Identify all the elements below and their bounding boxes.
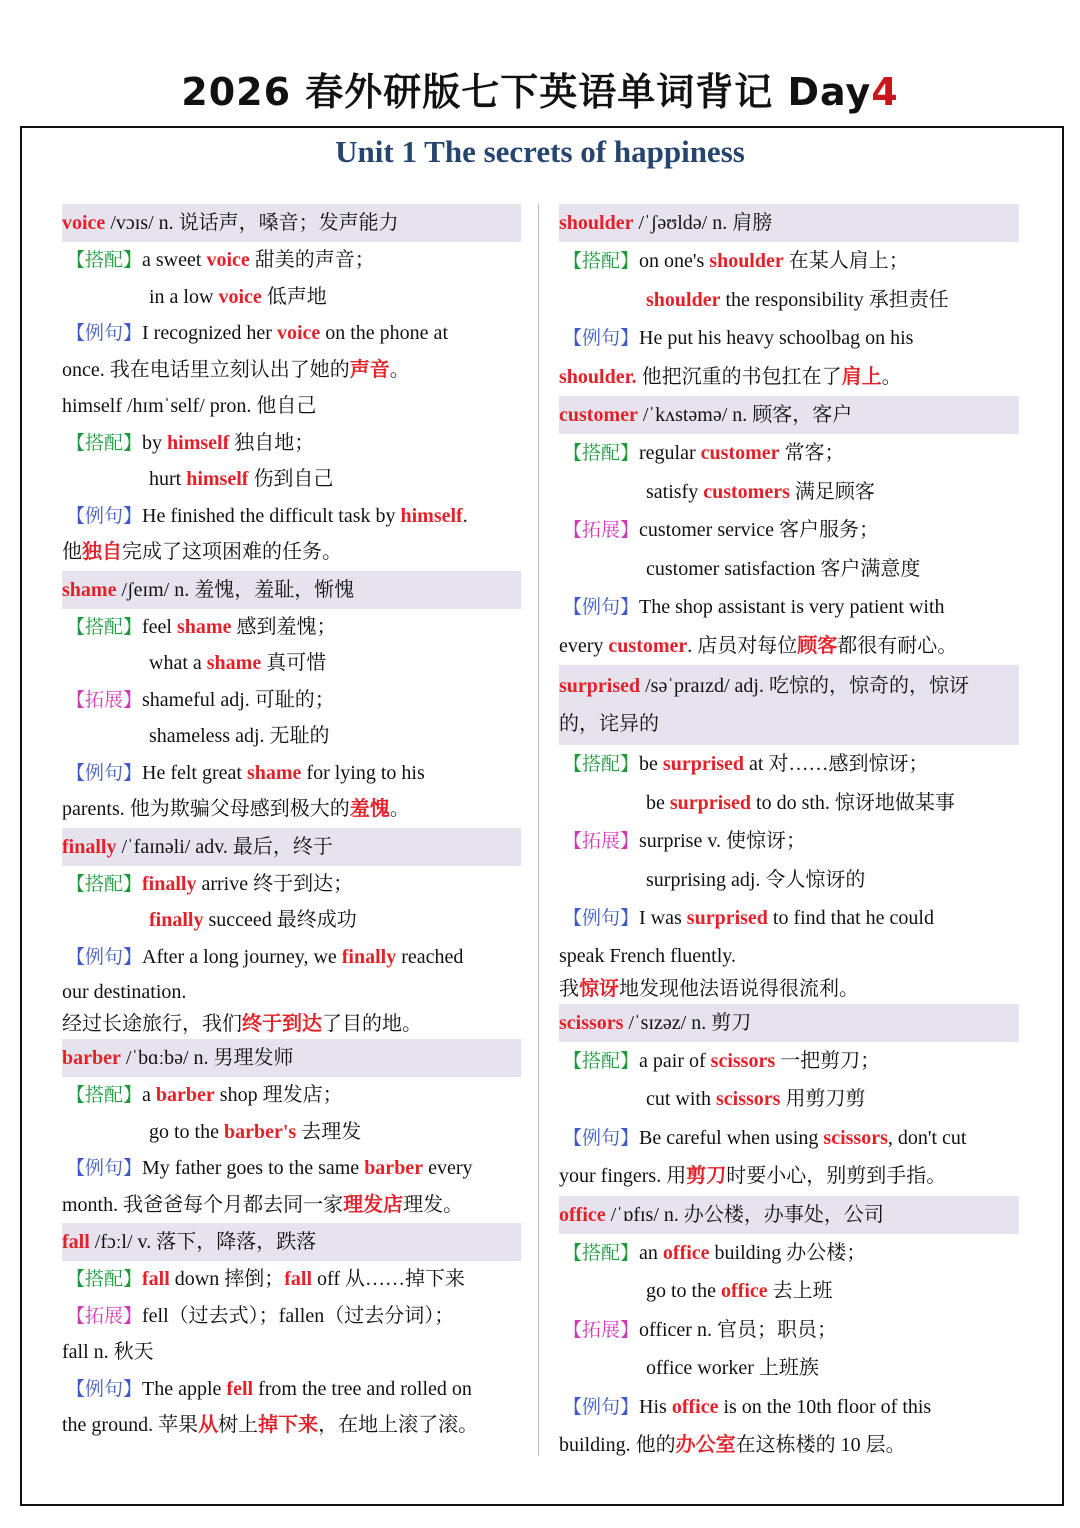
highlight: scissors [710, 1049, 776, 1072]
text: off 从……掉下来 [312, 1268, 465, 1290]
text: I was [639, 907, 687, 929]
text: shop 理发店； [214, 1084, 343, 1106]
collocation-line [62, 866, 521, 903]
text: at 对……感到惊讶； [744, 753, 929, 775]
example-tag: 【例句】 [66, 504, 143, 527]
highlight: 理发店 [343, 1193, 404, 1216]
entry-voice [62, 204, 521, 388]
highlight: customers [703, 480, 790, 503]
highlight: 独自 [82, 541, 122, 563]
highlight: surprised [686, 907, 768, 929]
headword-definition: /ˈɒfɪs/ n. 办公楼，办事处，公司 [605, 1203, 884, 1226]
text: fell（过去式）；fallen（过去分词）； [142, 1304, 455, 1327]
text: the ground. 苹果 [62, 1414, 199, 1436]
example-tag: 【例句】 [563, 1126, 640, 1149]
text: The apple [142, 1377, 227, 1400]
text: hurt [149, 468, 187, 490]
text: every [559, 634, 609, 657]
highlight: shoulder [709, 250, 784, 272]
highlight: shoulder [646, 288, 721, 311]
highlight: scissors [823, 1126, 888, 1149]
collocation-line [62, 1077, 521, 1114]
text: 去理发 [296, 1120, 362, 1143]
example-tag: 【例句】 [66, 945, 143, 968]
text: 了目的地。 [322, 1013, 422, 1035]
highlight: 终于到达 [242, 1013, 322, 1035]
example-line [62, 315, 521, 352]
text: customer service 客户服务； [639, 519, 879, 541]
text: arrive 终于到达； [196, 872, 354, 895]
extension-line [62, 718, 521, 755]
text: to do sth. 惊讶地做某事 [751, 791, 955, 814]
example-line [559, 319, 1019, 358]
entry-finally [62, 828, 521, 1040]
text: cut with [646, 1088, 716, 1110]
text: parents. 他为欺骗父母感到极大的 [62, 798, 350, 820]
headword: barber [62, 1047, 121, 1069]
example-line [559, 1426, 1019, 1465]
collocation-tag: 【搭配】 [563, 753, 640, 775]
headword: shame [62, 578, 117, 601]
headword-definition: /ˈfaɪnəli/ adv. 最后，终于 [116, 835, 333, 858]
text: go to the [149, 1120, 224, 1143]
headword-definition: /fɔːl/ v. 落下，降落，跌落 [89, 1231, 317, 1253]
headword-row [62, 828, 521, 866]
text: go to the [646, 1280, 721, 1302]
collocation-line [559, 784, 1019, 823]
headword: himself /hɪmˈself/ pron. 他自己 [62, 395, 317, 417]
highlight: 顾客 [797, 634, 838, 657]
collocation-line [559, 745, 1019, 784]
extension-line [559, 511, 1019, 550]
text: speak French fluently. [559, 944, 736, 967]
highlight: office [662, 1241, 710, 1264]
headword: office [559, 1203, 606, 1226]
text: your fingers. 用 [559, 1165, 687, 1187]
collocation-line [559, 1272, 1019, 1311]
text: surprise v. 使惊讶； [639, 830, 807, 852]
text: 。 [881, 365, 902, 388]
highlight: finally [341, 945, 397, 968]
text: be [639, 753, 663, 775]
text: 独自地； [229, 431, 315, 454]
example-tag: 【例句】 [563, 596, 640, 618]
text: regular [639, 442, 701, 464]
highlight: voice [276, 322, 321, 344]
headword: voice [62, 212, 106, 234]
entry-surprised [559, 665, 1019, 1004]
highlight: himself [400, 504, 463, 527]
example-line [62, 939, 521, 976]
highlight: fall [284, 1268, 313, 1290]
extension-line [559, 1349, 1019, 1388]
example-line [62, 534, 521, 571]
text: surprising adj. 令人惊讶的 [646, 868, 866, 891]
unit-title: Unit 1 The secrets of happiness [335, 134, 745, 169]
collocation-tag: 【搭配】 [563, 1049, 640, 1072]
collocation-line [62, 242, 521, 279]
example-line [559, 1388, 1019, 1427]
headword-row [559, 1004, 1019, 1042]
text: He felt great [142, 761, 247, 784]
example-line [62, 755, 521, 792]
text: 他把沉重的书包扛在了 [636, 365, 842, 388]
example-line [62, 1009, 521, 1039]
title-day-number: 4 [871, 70, 899, 114]
entry-customer [559, 396, 1019, 665]
page-title [0, 66, 1080, 118]
text: ，在地上滚了滚。 [318, 1414, 479, 1436]
collocation-line [62, 609, 521, 646]
entry-himself [62, 388, 521, 571]
text: He put his heavy schoolbag on his [639, 327, 914, 349]
highlight: finally [142, 872, 197, 895]
text: 低声地 [261, 285, 327, 308]
headword-row [62, 1223, 521, 1261]
text: After a long journey, we [142, 945, 342, 968]
headword-row [559, 396, 1019, 434]
collocation-line [559, 281, 1019, 320]
highlight: 声音 [349, 358, 390, 381]
example-line [62, 1407, 521, 1444]
headword-definition: /ˈsɪzəz/ n. 剪刀 [623, 1011, 752, 1034]
text: by [142, 431, 168, 454]
text: down 摔倒； [169, 1268, 285, 1290]
extension-tag: 【拓展】 [66, 688, 143, 711]
text: 完成了这项困难的任务。 [122, 541, 342, 563]
entry-barber [62, 1039, 521, 1223]
extension-line [559, 861, 1019, 900]
highlight: 办公室 [675, 1434, 736, 1456]
highlight: 剪刀 [686, 1165, 727, 1187]
extension-line [559, 550, 1019, 589]
example-line [62, 1187, 521, 1224]
highlight: himself [167, 431, 230, 454]
extension-line [559, 822, 1019, 861]
text: 在这栋楼的 10 层。 [735, 1434, 906, 1456]
extension-line [62, 1334, 521, 1371]
headword-definition-cont: 的，诧异的 [559, 713, 659, 735]
headword-row [559, 665, 1019, 745]
headword-definition: /ˈkʌstəmə/ n. 顾客，客户 [637, 404, 853, 426]
example-line [62, 352, 521, 389]
collocation-line [559, 473, 1019, 512]
example-tag: 【例句】 [66, 1377, 143, 1400]
text: month. 我爸爸每个月都去同一家 [62, 1193, 344, 1216]
highlight: himself [186, 468, 249, 490]
text: 。 [389, 358, 410, 381]
text: 甜美的声音； [249, 249, 375, 271]
text: is on the 10th floor of this [718, 1395, 932, 1418]
text: His [639, 1395, 672, 1418]
example-line [559, 358, 1019, 397]
text: our destination. [62, 981, 187, 1003]
headword-row [62, 204, 521, 242]
example-line [559, 588, 1019, 627]
text: 都很有耐心。 [837, 634, 958, 657]
example-tag: 【例句】 [66, 1157, 143, 1179]
text: 感到羞愧； [231, 615, 337, 638]
collocation-tag: 【搭配】 [66, 872, 143, 895]
highlight: customer [608, 634, 688, 657]
highlight: 掉下来 [258, 1414, 319, 1436]
example-line [559, 938, 1019, 974]
text: My father goes to the same [142, 1157, 365, 1179]
headword-row [559, 1196, 1019, 1234]
headword: shoulder [559, 212, 634, 234]
title-main: 2026 春外研版七下英语单词背记 Day [181, 70, 872, 114]
extension-line [62, 1298, 521, 1335]
highlight: surprised [662, 753, 745, 775]
collocation-tag: 【搭配】 [66, 1268, 143, 1290]
headword-row [62, 571, 521, 609]
text: 树上 [218, 1414, 259, 1436]
highlight: barber [364, 1157, 424, 1179]
text: once. 我在电话里立刻认出了她的 [62, 358, 350, 381]
text: a sweet [142, 249, 207, 271]
collocation-tag: 【搭配】 [563, 1241, 640, 1264]
highlight: shoulder. [559, 365, 637, 388]
example-tag: 【例句】 [563, 1395, 640, 1418]
text: building. 他的 [559, 1434, 676, 1456]
highlight: barber [155, 1084, 215, 1106]
extension-tag: 【拓展】 [563, 1318, 640, 1341]
text: 我 [559, 977, 579, 1000]
collocation-line [559, 434, 1019, 473]
text: to find that he could [767, 907, 934, 929]
text: fall n. 秋天 [62, 1341, 154, 1363]
text: on one's [639, 250, 710, 272]
highlight: office [721, 1280, 768, 1302]
text: 地发现他法语说得很流利。 [619, 977, 859, 1000]
highlight: scissors [716, 1088, 781, 1110]
collocation-line [559, 1042, 1019, 1081]
headword: fall [62, 1231, 90, 1253]
collocation-line [62, 279, 521, 316]
right-column [559, 204, 1019, 1465]
headword-definition: /ˈbɑːbə/ n. 男理发师 [120, 1047, 294, 1069]
text: in a low [149, 285, 219, 308]
text: 时要小心，别剪到手指。 [726, 1165, 947, 1187]
text: 他 [62, 541, 82, 563]
example-tag: 【例句】 [66, 322, 143, 344]
extension-line [559, 1311, 1019, 1350]
highlight: voice [206, 249, 250, 271]
collocation-line [559, 242, 1019, 281]
collocation-line [62, 425, 521, 462]
highlight: finally [149, 909, 204, 931]
collocation-line [62, 902, 521, 939]
text: He finished the difficult task by [142, 504, 401, 527]
entry-scissors [559, 1004, 1019, 1196]
headword: finally [62, 835, 117, 858]
text: satisfy [646, 480, 704, 503]
example-line [559, 1119, 1019, 1158]
text: , don't cut [887, 1126, 967, 1149]
text: reached [396, 945, 464, 968]
text: customer satisfaction 客户满意度 [646, 557, 921, 580]
collocation-line [62, 645, 521, 682]
text: office worker 上班族 [646, 1357, 819, 1379]
example-line [62, 975, 521, 1009]
text: 。 [389, 798, 410, 820]
highlight: voice [218, 285, 262, 308]
example-line [62, 791, 521, 828]
text: Be careful when using [639, 1126, 824, 1149]
text: . [462, 504, 468, 527]
highlight: surprised [669, 791, 752, 814]
text: 真可惜 [261, 652, 327, 674]
text: a [142, 1084, 156, 1106]
text: officer n. 官员；职员； [639, 1318, 837, 1341]
left-column [62, 204, 521, 1444]
text: shameless adj. 无耻的 [149, 725, 330, 747]
highlight: shame [206, 652, 262, 674]
text: an [639, 1241, 663, 1264]
headword-definition: /ˈʃəʊldə/ n. 肩膀 [633, 212, 773, 234]
collocation-line [62, 461, 521, 498]
example-line [62, 498, 521, 535]
entry-shoulder [559, 204, 1019, 396]
text: 满足顾客 [789, 480, 875, 503]
text: 用剪刀剪 [780, 1088, 866, 1110]
text: on the phone at [320, 322, 448, 344]
collocation-tag: 【搭配】 [563, 442, 640, 464]
example-line [559, 627, 1019, 666]
example-tag: 【例句】 [563, 327, 640, 349]
highlight: 肩上 [841, 365, 882, 388]
collocation-tag: 【搭配】 [66, 1084, 143, 1106]
highlight: office [671, 1395, 719, 1418]
text: 在某人肩上； [783, 250, 909, 272]
text: for lying to his [301, 761, 425, 784]
highlight: 惊讶 [579, 977, 619, 1000]
text: 一把剪刀； [775, 1049, 881, 1072]
text: 去上班 [767, 1280, 833, 1302]
example-line [559, 1157, 1019, 1196]
highlight: barber's [224, 1120, 297, 1143]
text: 常客； [779, 442, 845, 464]
headword-definition: /səˈpraɪzd/ adj. 吃惊的，惊奇的，惊讶 [640, 675, 969, 697]
text: building 办公楼； [709, 1241, 867, 1264]
entry-shame [62, 571, 521, 828]
collocation-tag: 【搭配】 [66, 431, 143, 454]
text: every [423, 1157, 473, 1179]
collocation-line [559, 1080, 1019, 1119]
headword-row [62, 388, 521, 425]
highlight: fall [142, 1268, 170, 1290]
extension-tag: 【拓展】 [563, 830, 640, 852]
text: succeed 最终成功 [203, 909, 357, 931]
headword-definition: /ʃeɪm/ n. 羞愧，羞耻，惭愧 [116, 578, 355, 601]
highlight: shame [246, 761, 302, 784]
example-line [62, 1371, 521, 1408]
headword: scissors [559, 1011, 624, 1034]
example-line [559, 899, 1019, 938]
highlight: 羞愧 [349, 798, 390, 820]
example-tag: 【例句】 [563, 907, 640, 929]
extension-tag: 【拓展】 [66, 1304, 143, 1327]
headword-row [62, 1039, 521, 1077]
highlight: 从 [198, 1414, 219, 1436]
text: the responsibility 承担责任 [720, 288, 949, 311]
text: feel [142, 615, 177, 638]
text: 经过长途旅行，我们 [62, 1013, 242, 1035]
text: I recognized her [142, 322, 277, 344]
text: The shop assistant is very patient with [639, 596, 945, 618]
extension-tag: 【拓展】 [563, 519, 640, 541]
highlight: fell [226, 1377, 254, 1400]
collocation-tag: 【搭配】 [66, 615, 143, 638]
headword-row [559, 204, 1019, 242]
collocation-line [62, 1114, 521, 1151]
entry-office [559, 1196, 1019, 1465]
text: 伤到自己 [248, 468, 334, 490]
example-tag: 【例句】 [66, 761, 143, 784]
highlight: shame [177, 615, 232, 638]
text: a pair of [639, 1049, 711, 1072]
collocation-tag: 【搭配】 [66, 249, 143, 271]
extension-line [62, 682, 521, 719]
example-line [559, 974, 1019, 1004]
entry-fall [62, 1223, 521, 1444]
collocation-line [559, 1234, 1019, 1273]
headword-definition: /vɔɪs/ n. 说话声，嗓音；发声能力 [105, 212, 399, 234]
highlight: customer [700, 442, 780, 464]
text: from the tree and rolled on [253, 1377, 472, 1400]
headword: customer [559, 404, 638, 426]
text: . 店员对每位 [687, 634, 798, 657]
collocation-tag: 【搭配】 [563, 250, 640, 272]
text: what a [149, 652, 207, 674]
column-divider [538, 204, 539, 1456]
collocation-line [62, 1261, 521, 1298]
headword: surprised [559, 675, 641, 697]
text: shameful adj. 可耻的； [142, 688, 335, 711]
example-line [62, 1150, 521, 1187]
text: be [646, 791, 670, 814]
text: 理发。 [403, 1193, 464, 1216]
